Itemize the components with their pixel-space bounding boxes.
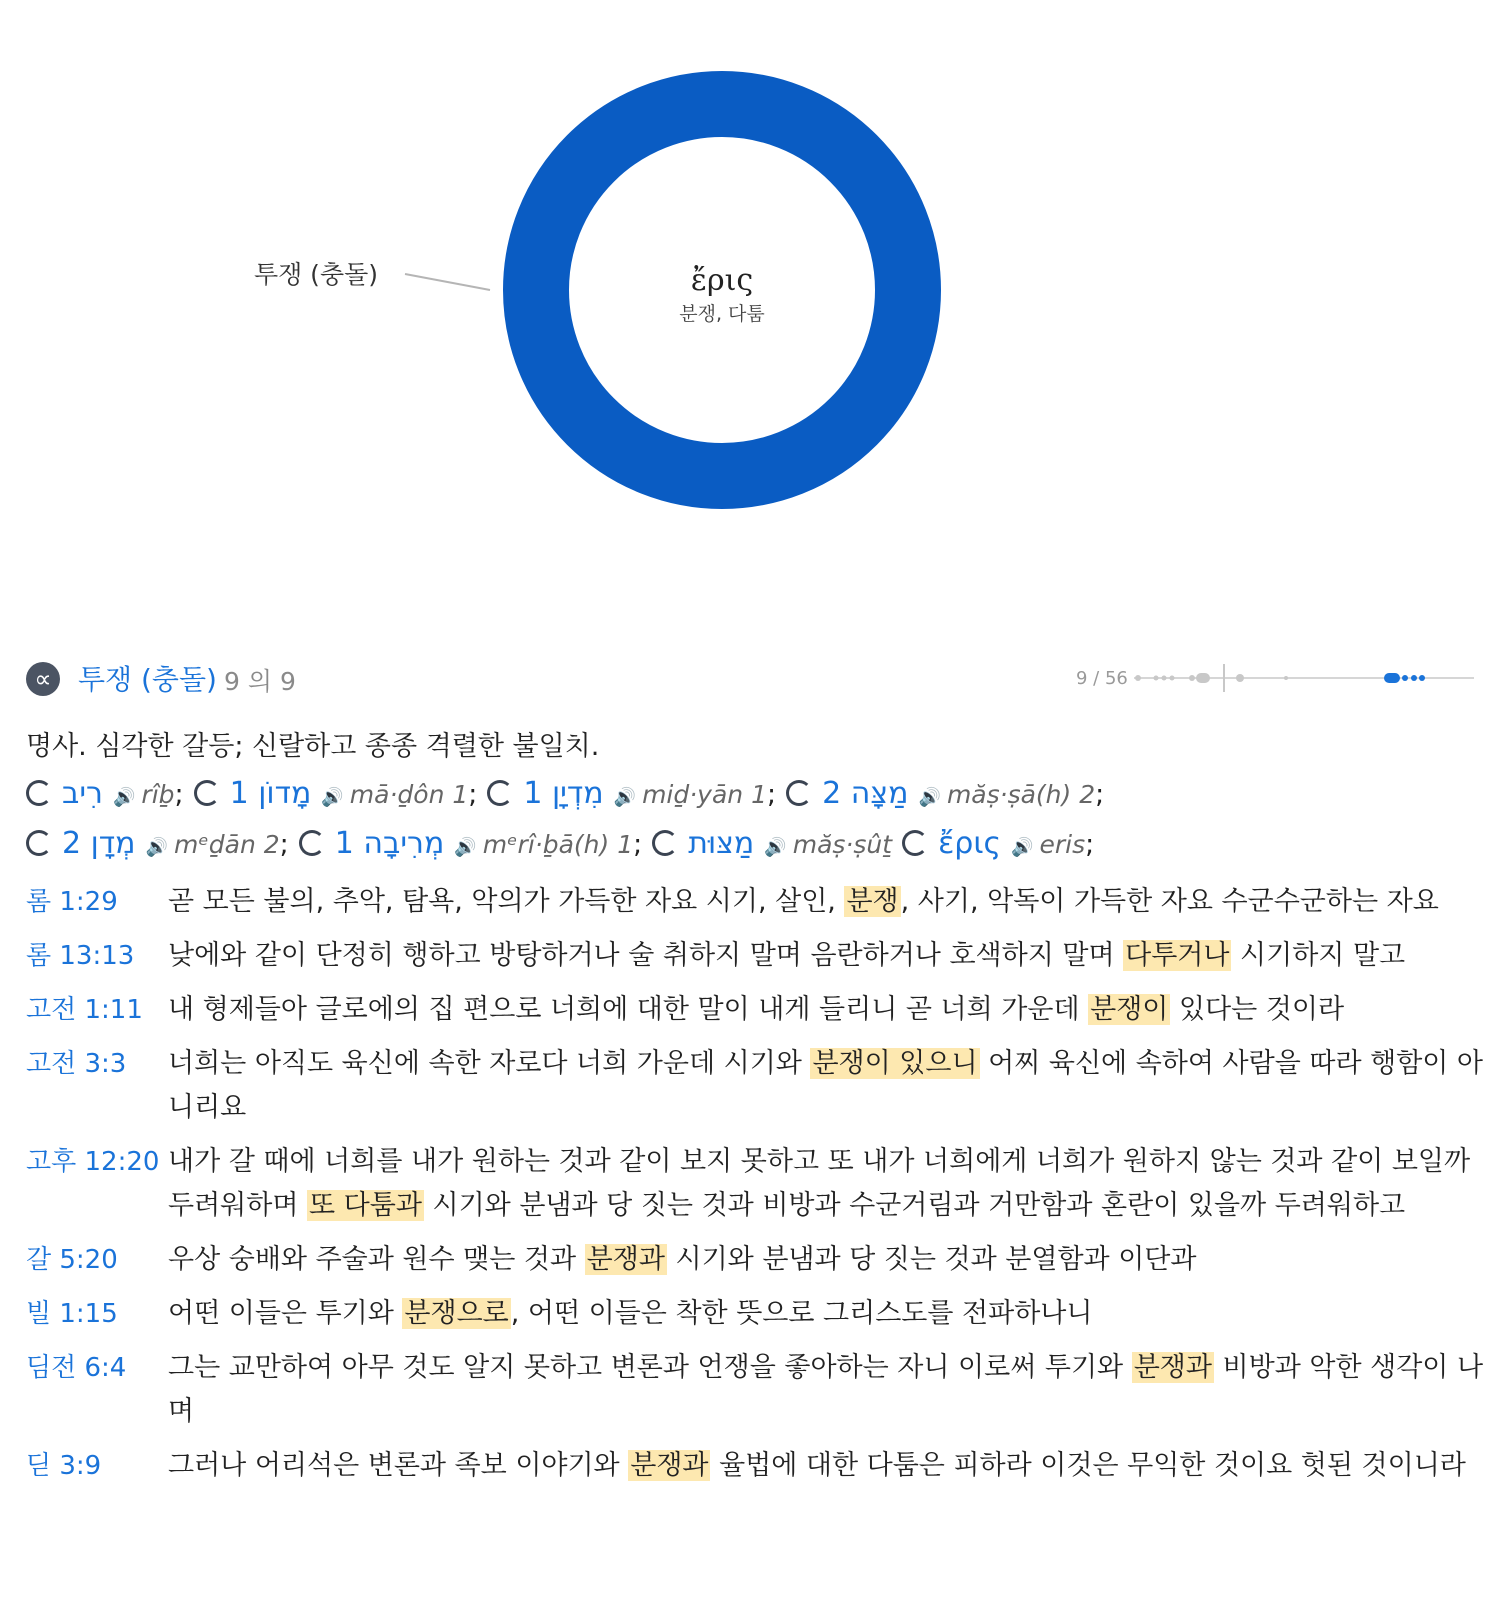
segment-label[interactable]: 투쟁 (충돌)	[253, 260, 378, 289]
lemma-separator: ;	[279, 829, 289, 860]
lemma-separator: ;	[1085, 829, 1095, 860]
verse-reference-link[interactable]: 롬 1:29	[26, 887, 118, 917]
segment-leader-line	[405, 274, 490, 290]
lexicon-icon[interactable]	[299, 830, 325, 856]
verse-text	[168, 880, 1490, 924]
verse-highlight: 분쟁이	[1090, 994, 1169, 1025]
verse-list	[26, 880, 1490, 1498]
lexicon-icon[interactable]	[786, 780, 812, 806]
verse-highlight: 분쟁으로	[404, 1298, 509, 1329]
verse-text-after: 있다는 것이라	[1170, 994, 1345, 1025]
lexicon-icon[interactable]	[194, 780, 220, 806]
verse-text	[168, 1292, 1490, 1336]
verse-text-before: 곧 모든 불의, 추악, 탐욕, 악의가 가득한 자요 시기, 살인,	[168, 886, 845, 917]
verse-reference-link[interactable]: 딛 3:9	[26, 1451, 102, 1481]
verse-text-before: 내 형제들아 글로에의 집 편으로 너희에 대한 말이 내게 들리니 곧 너희 가운데	[168, 994, 1089, 1025]
donut-svg	[0, 0, 1504, 560]
speaker-icon[interactable]: 🔊	[145, 837, 168, 858]
lemma-item	[487, 776, 776, 811]
lemma-transliteration: măṣ·ṣûṯ	[792, 830, 893, 859]
verse-text-after: 비방과 악한 생각이 나며	[168, 1352, 1484, 1427]
verse-reference-link[interactable]: 빌 1:15	[26, 1299, 118, 1329]
lexicon-icon[interactable]	[652, 830, 678, 856]
lemma-transliteration: mā·ḏôn 1	[349, 780, 469, 809]
lemma-transliteration: rîḇ	[141, 780, 175, 809]
verse-text-after: 율법에 대한 다툼은 피하라 이것은 무익한 것이요 헛된 것이니라	[710, 1450, 1466, 1481]
lexicon-icon[interactable]	[26, 780, 52, 806]
verse-text-before: 그는 교만하여 아무 것도 알지 못하고 변론과 언쟁을 좋아하는 자니 이로써 투기와	[168, 1352, 1132, 1383]
verse-text	[168, 1042, 1490, 1130]
sense-definition: 명사. 심각한 갈등; 신랄하고 종종 격렬한 불일치.	[26, 731, 600, 762]
verse-text-after: 시기하지 말고	[1231, 940, 1406, 971]
verse-highlight: 분쟁과	[1133, 1352, 1212, 1383]
verse-text-after: , 어떤 이들은 착한 뜻으로 그리스도를 전파하나니	[510, 1298, 1093, 1329]
sense-donut-chart	[0, 0, 1504, 560]
verse-text	[168, 1444, 1490, 1488]
lemma-separator: ;	[1095, 779, 1105, 810]
verse-text-before: 너희는 아직도 육신에 속한 자로다 너희 가운데 시기와	[168, 1048, 811, 1079]
lemma-transliteration: eris	[1039, 830, 1086, 859]
verse-text	[168, 1140, 1490, 1228]
verse-highlight: 또 다툼과	[309, 1190, 422, 1221]
lemma-item	[652, 826, 892, 861]
lexicon-icon[interactable]	[487, 780, 513, 806]
lemma-transliteration: miḏ·yān 1	[642, 780, 767, 809]
verse-row	[26, 1042, 1490, 1130]
verse-row	[26, 880, 1490, 924]
verse-row	[26, 1346, 1490, 1434]
verse-row	[26, 1140, 1490, 1228]
lemma-word[interactable]: ἔρις	[938, 826, 1002, 861]
verse-text-after: , 사기, 악독이 가득한 자요 수군수군하는 자요	[900, 886, 1439, 917]
lemma-item	[902, 826, 1094, 861]
sense-header	[26, 656, 1486, 704]
verse-highlight: 분쟁	[846, 886, 899, 917]
lemma-item	[194, 776, 478, 811]
speaker-icon[interactable]: 🔊	[454, 837, 477, 858]
lemma-list-row-2	[26, 826, 1486, 861]
lemma-word[interactable]: מְרִיבָה 1	[334, 826, 445, 861]
verse-text-after: 시기와 분냄과 당 짓는 것과 분열함과 이단과	[666, 1244, 1197, 1275]
verse-row	[26, 1444, 1490, 1488]
lemma-separator: ;	[633, 829, 643, 860]
sense-title[interactable]: 투쟁 (충돌)	[78, 663, 217, 696]
lemma-word[interactable]: מָדוֹן 1	[229, 776, 312, 811]
speaker-icon[interactable]: 🔊	[764, 837, 787, 858]
lemma-word[interactable]: מַצּוּת	[688, 826, 755, 861]
lexicon-icon[interactable]	[26, 830, 52, 856]
verse-highlight: 분쟁과	[586, 1244, 665, 1275]
lemma-word[interactable]: מַצָּה 2	[822, 776, 909, 811]
verse-row	[26, 934, 1490, 978]
verse-reference-link[interactable]: 갈 5:20	[26, 1245, 118, 1275]
verse-highlight: 분쟁이 있으니	[812, 1048, 978, 1079]
center-word: ἔρις	[690, 263, 754, 298]
verse-text	[168, 1238, 1490, 1282]
verse-text-after: 시기와 분냄과 당 짓는 것과 비방과 수군거림과 거만함과 혼란이 있을까 두려워하고	[423, 1190, 1406, 1221]
lemma-separator: ;	[767, 779, 777, 810]
verse-text-before: 우상 숭배와 주술과 원수 맺는 것과	[168, 1244, 585, 1275]
occurrence-timeline[interactable]	[1134, 662, 1474, 692]
verse-highlight: 다투거나	[1125, 940, 1230, 971]
lemma-word[interactable]: רִיב	[62, 776, 103, 811]
speaker-icon[interactable]: 🔊	[321, 787, 344, 808]
verse-reference-link[interactable]: 고전 3:3	[26, 1049, 127, 1079]
lemma-word[interactable]: מְדָן 2	[62, 826, 136, 861]
lemma-list-row-1	[26, 776, 1486, 811]
lexicon-icon[interactable]	[902, 830, 928, 856]
verse-reference-link[interactable]: 고후 12:20	[26, 1147, 160, 1177]
verse-highlight: 분쟁과	[630, 1450, 709, 1481]
verse-row	[26, 1292, 1490, 1336]
verse-text	[168, 988, 1490, 1032]
verse-reference-link[interactable]: 고전 1:11	[26, 995, 143, 1025]
verse-text	[168, 1346, 1490, 1434]
verse-row	[26, 988, 1490, 1032]
lemma-separator: ;	[468, 779, 478, 810]
speaker-icon[interactable]: 🔊	[613, 787, 637, 808]
center-gloss: 분쟁, 다툼	[679, 303, 765, 325]
verse-text-after: 어찌 육신에 속하여 사람을 따라 행함이 아니리요	[168, 1048, 1484, 1123]
lemma-item	[786, 776, 1104, 811]
lemma-item	[26, 826, 289, 861]
verse-row	[26, 1238, 1490, 1282]
verse-text	[168, 934, 1490, 978]
sense-icon: ∝	[26, 662, 60, 696]
lemma-transliteration: măṣ·ṣā(h) 2	[946, 780, 1096, 809]
range-label: 9 / 56	[1076, 668, 1128, 689]
speaker-icon[interactable]: 🔊	[1011, 837, 1034, 858]
speaker-icon[interactable]: 🔊	[113, 787, 136, 808]
lemma-item	[299, 826, 642, 861]
lemma-transliteration: mᵉḏān 2	[173, 830, 280, 859]
lemma-separator: ;	[174, 779, 184, 810]
verse-text-before: 내가 갈 때에 너희를 내가 원하는 것과 같이 보지 못하고 또 내가 너희에게 너희가 원하지 않는 것과 같이 보일까 두려워하며	[168, 1146, 1471, 1221]
speaker-icon[interactable]: 🔊	[918, 787, 941, 808]
sense-count: 9 의 9	[224, 667, 296, 696]
verse-reference-link[interactable]: 롬 13:13	[26, 941, 135, 971]
lemma-word[interactable]: מִדְיָן 1	[523, 776, 604, 811]
verse-text-before: 그러나 어리석은 변론과 족보 이야기와	[168, 1450, 629, 1481]
verse-reference-link[interactable]: 딤전 6:4	[26, 1353, 127, 1383]
lemma-transliteration: mᵉrî·ḇā(h) 1	[482, 830, 634, 859]
lemma-item	[26, 776, 184, 811]
verse-text-before: 어떤 이들은 투기와	[168, 1298, 403, 1329]
verse-text-before: 낮에와 같이 단정히 행하고 방탕하거나 술 취하지 말며 음란하거나 호색하지 말며	[168, 940, 1124, 971]
